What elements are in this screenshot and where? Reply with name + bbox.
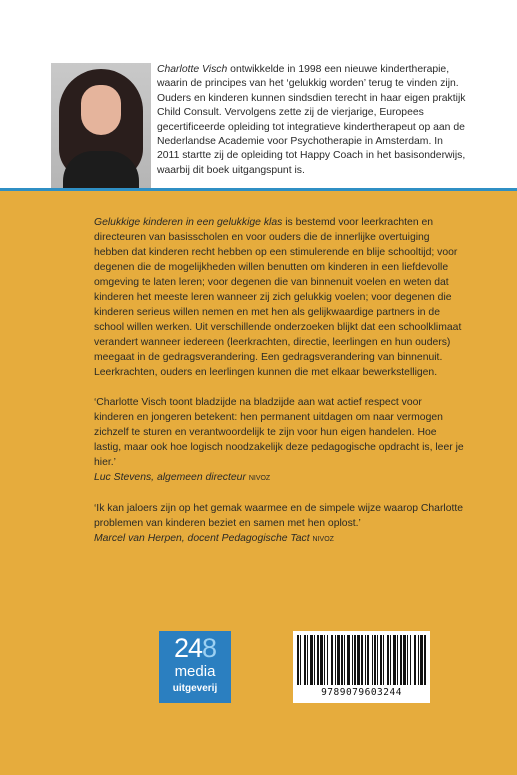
quote-2 (94, 501, 464, 547)
quote-2-text: ‘Ik kan jaloers zijn op het gemak waarmee en de simpele wijze waarop Charlotte problemen van kinderen beziet en samen met hen oplost.’ (94, 503, 464, 529)
quote-1-author: Luc Stevens, algemeen directeur NIVOZ (94, 472, 271, 483)
quote-1 (94, 395, 464, 486)
quote-2-org: NIVOZ (312, 536, 334, 543)
logo-word-uitgeverij: uitgeverij (172, 683, 218, 694)
book-title: Gelukkige kinderen in een gelukkige klas (94, 217, 283, 228)
isbn-number: 9789079603244 (321, 687, 402, 698)
publisher-logo (159, 631, 231, 703)
author-name: Charlotte Visch (157, 64, 228, 75)
logo-number-a: 24 (173, 633, 202, 663)
bio-text: ontwikkelde in 1998 een nieuwe kindertherapie, waarin de principes van het ‘gelukkig worden’ terug te vinden zijn. Ouders en kinderen kunnen sindsdien terecht in haar eigen praktijk Child Consult. Vervolgens zette zij de vierjarige, Europees gecertificeerde opleiding tot integratieve kindertherapeut op aan de Nederlandse Academie voor Psychotherapie in Amsterdam. In 2011 startte zij de opleiding tot Happy Coach in het basisonderwijs, waarbij dit boek uitgangspunt is. (157, 64, 466, 176)
logo-number-b: 8 (202, 633, 217, 663)
divider-line (0, 188, 517, 191)
author-photo (51, 63, 151, 188)
quote-1-text: ‘Charlotte Visch toont bladzijde na bladzijde aan wat actief respect voor kinderen en jongeren betekent: hen permanent uitdagen om naar vermogen zichzelf te sturen en verantwoordelijk te zijn voor hun eigen handelen. Hoe lastig, maar ook hoe logisch noodzakelijk deze pedagogische opdracht is, leer je hier.’ (94, 397, 464, 468)
logo-word-media: media (174, 663, 216, 680)
quote-1-org: NIVOZ (248, 475, 271, 482)
isbn-barcode (293, 631, 430, 703)
barcode-bars (297, 635, 426, 685)
author-bio (157, 63, 467, 178)
quote-2-author: Marcel van Herpen, docent Pedagogische Tact NIVOZ (94, 533, 334, 544)
description-paragraph (94, 215, 464, 380)
back-cover-text (94, 215, 464, 562)
description-text: is bestemd voor leerkrachten en directeuren van basisscholen en voor ouders die de innerlijke overtuiging hebben dat kinderen recht hebben op een stimulerende en blije schooltijd; voor degenen die de mogelijkheden willen benutten om kinderen in een liefdevolle omgeving te laten leren; voor degenen die van binnenuit voelen en weten dat kinderen het meeste leren wanneer zij zich gelukkig voelen; voor degenen die kinderen serieus willen nemen en met hen als gelijkwaardige partners in de school willen werken. Uit verschillende onderzoeken blijkt dat een schoolklimaat verandert wanneer iedereen (leerkrachten, directie, leerlingen en hun ouders) meegaat in de gedragsverandering. Een gedragsverandering van binnenuit. Leerkrachten, ouders en leerlingen kunnen die met elkaar bewerkstelligen. (94, 217, 462, 378)
